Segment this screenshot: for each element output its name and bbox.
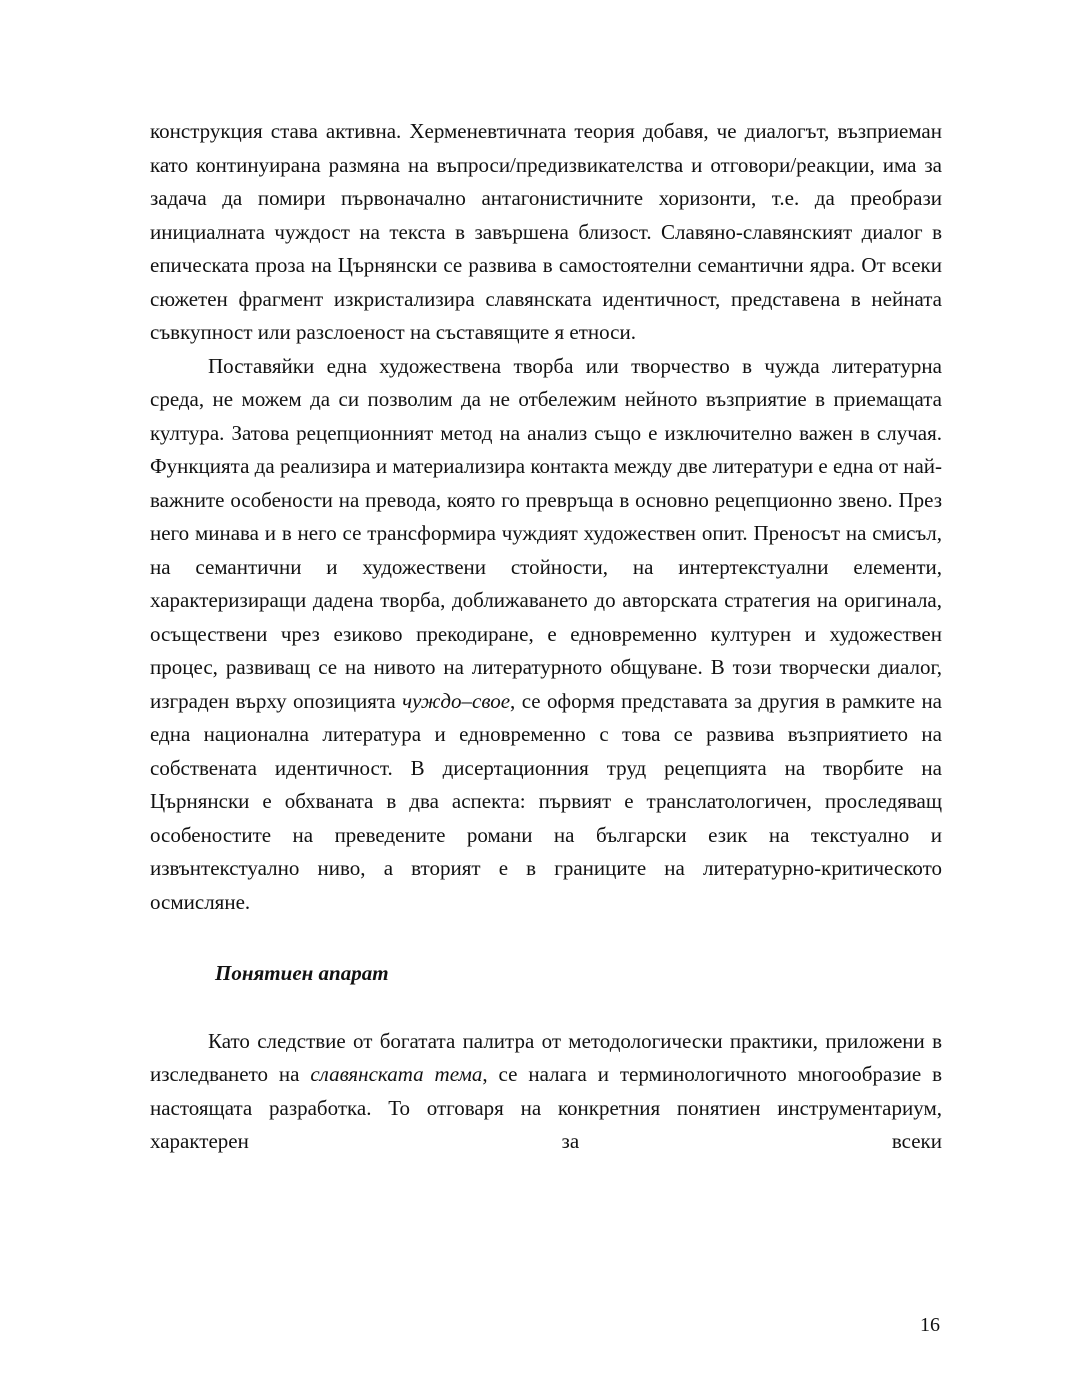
paragraph-dialogue: конструкция става активна. Херменевтичната теория добавя, че диалогът, възприеман като континуирана размяна на въпроси/предизвикателства и отговори/реакции, има за задача да помири първоначално антагонистичните хоризонти, т.е. да преобрази инициалната чуждост на текста в завършена близост. Славяно-славянският диалог в епическата проза на Църнянски се развива в самостоятелни семантични ядра. От всеки сюжетен фрагмент изкристализира славянската идентичност, представена в нейната съвкупност или разслоеност на съставящите я етноси. xyxy=(150,119,942,344)
emphasis-chuzhdo-svoe: чуждо–свое xyxy=(402,688,511,713)
section-heading: Понятиен апарат xyxy=(215,961,389,985)
emphasis-slavic-theme: славянската тема xyxy=(310,1062,483,1086)
paragraph-reception-text-1: Поставяйки една художествена творба или творчество в чужда литературна среда, не можем да си позволим да не отбележим нейното възприятие в приемащата култура. Затова рецепционният метод на анализ също е изключително важен в случая. Функцията да реализира и материализира контакта между две литератури е една от най-важните особености на превода, която го превръща в основно рецепционно звено. През него минава и в него се трансформира чуждият художествен опит. Преносът на смисъл, на семантични и художествени стойности, на интертекстуални елементи, характеризиращи дадена творба, доближаването до авторската стратегия на оригинала, осъществени чрез езиково прекодиране, е едновременно културен и художествен процес, развиващ се на нивото на литературното общуване. В този творчески диалог, изграден върху опозицията xyxy=(150,353,942,713)
document-page xyxy=(150,115,942,1159)
paragraph-terminology-text-1: Като следствие от богатата палитра от методологически практики, приложени в изследването на xyxy=(150,1028,942,1086)
page-number: 16 xyxy=(920,1314,940,1336)
paragraph-reception xyxy=(150,350,942,920)
paragraph-terminology-text-2: , се налага и терминологичното многообразие в настоящата разработка. То отговаря на конкретния понятиен инструментариум, характерен за всеки xyxy=(150,1062,942,1153)
paragraph-reception-text-2: , се оформя представата за другия в рамките на една национална литература и едновременно с това се развива възприятието на собствената идентичност. В дисертационния труд рецепцията на творбите на Църнянски е обхваната в два аспекта: първият е транслатологичен, проследяващ особеностите на преведените романи на български език на текстуално и извънтекстуално ниво, а вторият е в границите на литературно-критическото осмисляне. xyxy=(150,688,943,914)
paragraph-terminology xyxy=(150,1025,942,1159)
